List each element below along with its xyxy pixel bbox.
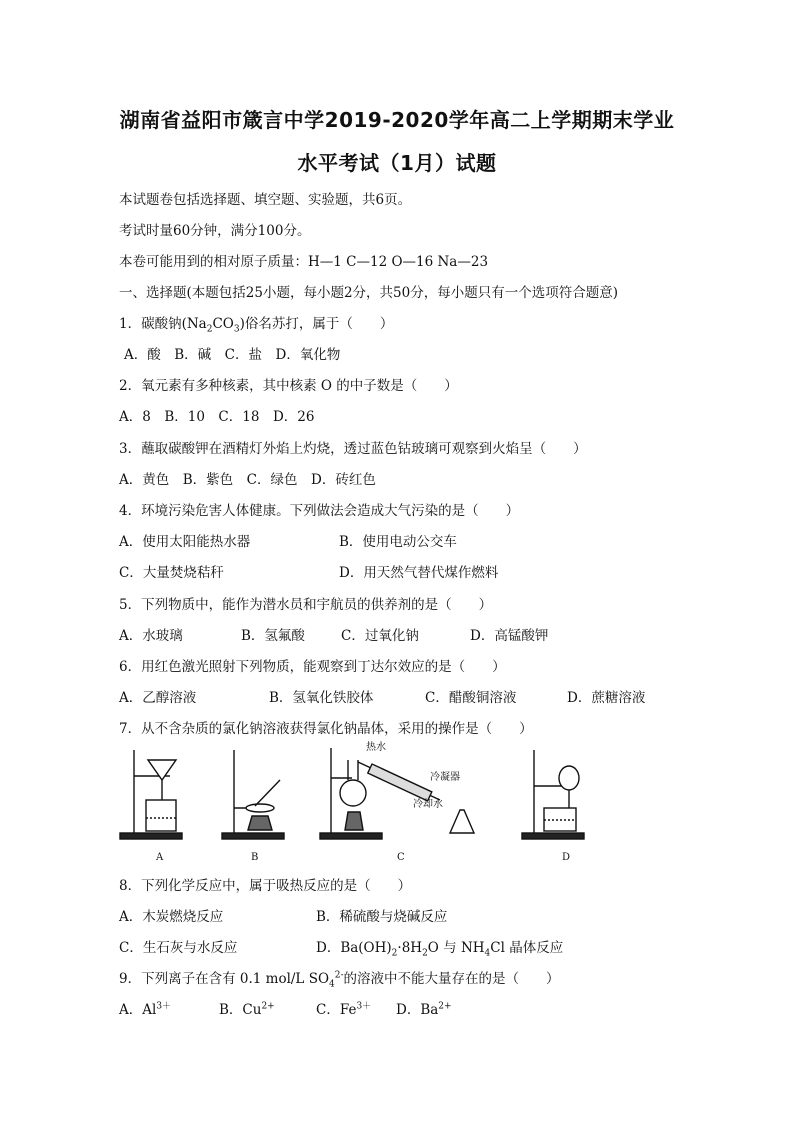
question-9-stem: 9．下列离子在含有 0.1 mol/L $SO_4^{2-}$的溶液中不能大量存在的是（ ） <box>119 970 560 990</box>
figure-label-d: D <box>562 852 571 863</box>
question-6-option-d: D．蔗糖溶液 <box>567 690 646 706</box>
apparatus-a-filtration <box>120 750 182 839</box>
section-heading: 一、选择题(本题包括25小题，每小题2分，共50分，每小题只有一个选项符合题意) <box>119 285 618 301</box>
question-9-option-a: A．$Al^{3+}$ <box>119 1001 172 1018</box>
question-9-option-d: D．$Ba^{2+}$ <box>396 1001 452 1018</box>
question-5-option-a: A．水玻璃 <box>119 628 183 644</box>
question-4-option-d: D．用天然气替代煤作燃料 <box>339 565 499 581</box>
question-9-option-b: B．$Cu^{2+}$ <box>219 1001 275 1018</box>
question-2-stem: 2．氧元素有多种核素，其中核素 O 的中子数是（ ） <box>119 378 458 394</box>
apparatus-c-distillation <box>320 748 474 839</box>
label-cold-water: 冷却水 <box>413 799 443 810</box>
question-5-option-c: C．过氧化钠 <box>341 628 419 644</box>
question-1-options: A．酸 B．碱 C．盐 D．氧化物 <box>124 347 341 363</box>
question-8-option-b: B．稀硫酸与烧碱反应 <box>316 909 448 925</box>
question-5-stem: 5．下列物质中，能作为潜水员和宇航员的供养剂的是（ ） <box>119 597 493 613</box>
question-6-option-b: B．氢氧化铁胶体 <box>269 690 374 706</box>
question-5-option-d: D．高锰酸钾 <box>470 628 549 644</box>
question-2-options: A．8 B．10 C．18 D．26 <box>119 409 315 425</box>
question-3-options: A．黄色 B．紫色 C．绿色 D．砖红色 <box>119 472 376 488</box>
question-9-option-c: C．$Fe^{3+}$ <box>316 1001 372 1018</box>
question-5-option-b: B．氢氟酸 <box>241 628 305 644</box>
question-7-apparatus-figure <box>110 738 690 868</box>
intro-line-1: 本试题卷包括选择题、填空题、实验题，共6页。 <box>119 192 412 208</box>
question-8-option-a: A．木炭燃烧反应 <box>119 909 224 925</box>
question-6-option-a: A．乙醇溶液 <box>119 690 197 706</box>
question-4-option-c: C．大量焚烧秸秆 <box>119 565 224 581</box>
apparatus-drawings <box>110 738 690 868</box>
question-4-stem: 4．环境污染危害人体健康。下列做法会造成大气污染的是（ ） <box>119 503 520 519</box>
exam-title-line-1: 湖南省益阳市箴言中学2019-2020学年高二上学期期末学业 <box>119 108 675 132</box>
label-condenser: 冷凝器 <box>430 772 460 783</box>
question-8-option-d: D．$Ba(OH)_2\cdot 8H_2O$ 与 $NH_4Cl$ 晶体反应 <box>316 940 564 959</box>
question-6-option-c: C．醋酸铜溶液 <box>425 690 517 706</box>
figure-label-a: A <box>156 852 164 863</box>
question-6-stem: 6．用红色激光照射下列物质，能观察到丁达尔效应的是（ ） <box>119 659 506 675</box>
intro-line-3: 本卷可能用到的相对原子质量：H—1 C—12 O—16 Na—23 <box>119 254 489 270</box>
question-4-option-b: B．使用电动公交车 <box>339 534 457 550</box>
question-1-stem: 1．碳酸钠$(Na_2CO_3)$俗名苏打，属于（ ） <box>119 316 394 335</box>
question-8-option-c: C．生石灰与水反应 <box>119 940 238 956</box>
question-3-stem: 3．蘸取碳酸钾在酒精灯外焰上灼烧，透过蓝色钴玻璃可观察到火焰呈（ ） <box>119 441 587 457</box>
exam-title-line-2: 水平考试（1月）试题 <box>297 151 497 175</box>
apparatus-d-separation <box>522 750 584 839</box>
label-hot-water: 热水 <box>366 742 386 753</box>
question-8-stem: 8．下列化学反应中，属于吸热反应的是（ ） <box>119 878 412 894</box>
intro-line-2: 考试时量60分钟，满分100分。 <box>119 223 311 239</box>
figure-label-b: B <box>251 852 259 863</box>
apparatus-b-evaporation <box>222 750 284 839</box>
question-4-option-a: A．使用太阳能热水器 <box>119 534 251 550</box>
question-7-stem: 7．从不含杂质的氯化钠溶液获得氯化钠晶体，采用的操作是（ ） <box>119 721 533 737</box>
figure-label-c: C <box>397 852 405 863</box>
